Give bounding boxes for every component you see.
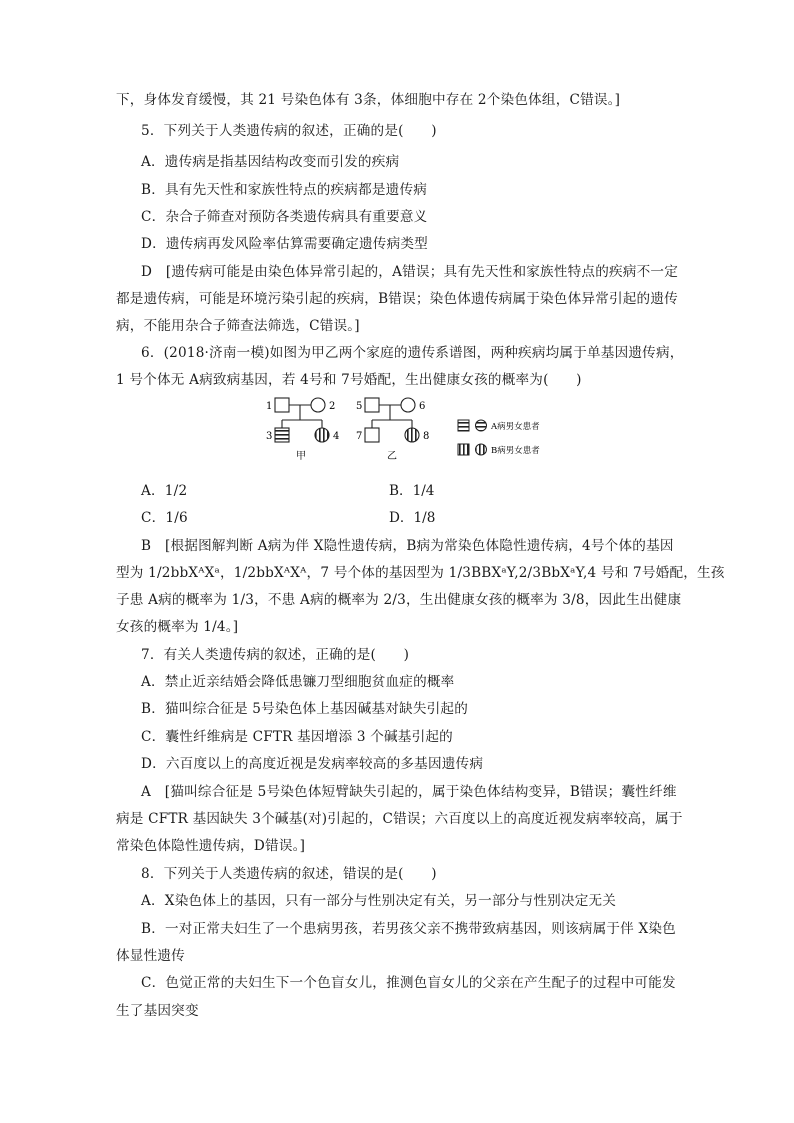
pedigree-legend: [458, 420, 540, 456]
pedigree-family-yi: [356, 398, 429, 462]
q6-answer-line: 型为 1/2bbXᴬXᵃ，1/2bbXᴬXᴬ，7 号个体的基因型为 1/3BBXᵃY,2/3BbXᵃY,4 号和 7号婚配，生孩: [116, 565, 725, 581]
q7-option-d: D．六百度以上的高度近视是发病率较高的多基因遗传病: [141, 756, 484, 772]
q6-option-b: B．1/4: [389, 483, 435, 499]
q5-option-d: D．遗传病再发风险率估算需要确定遗传病类型: [141, 236, 428, 252]
q6-answer-line: B [根据图解判断 A病为伴 X隐性遗传病，B病为常染色体隐性遗传病，4号个体的基因: [141, 538, 674, 554]
text-line: 下，身体发育缓慢，其 21 号染色体有 3条，体细胞中存在 2个染色体组，C错误。]: [116, 92, 621, 108]
q5-option-c: C．杂合子筛查对预防各类遗传病具有重要意义: [141, 209, 428, 225]
pedigree-figure: [255, 394, 575, 478]
q5-option-b: B．具有先天性和家族性特点的疾病都是遗传病: [141, 182, 428, 198]
female-normal-symbol: [311, 398, 325, 412]
female-normal-symbol: [401, 398, 415, 412]
q6-option-c: C．1/6: [141, 510, 188, 526]
q5-answer-line: 都是遗传病，可能是环境污染引起的疾病，B错误；染色体遗传病属于染色体异常引起的遗传: [116, 291, 678, 307]
question-6-stem: 6．(2018·济南一模)如图为甲乙两个家庭的遗传系谱图，两种疾病均属于单基因遗传病，: [141, 345, 684, 361]
female-b-affected-symbol: [405, 428, 419, 442]
male-normal-symbol: [365, 398, 379, 412]
q6-answer-line: 女孩的概率为 1/4。]: [116, 619, 239, 635]
q8-option-b: B．一对正常夫妇生了一个患病男孩，若男孩父亲不携带致病基因，则该病属于伴 X染色: [141, 921, 676, 937]
q8-option-a: A．X染色体上的基因，只有一部分与性别决定有关，另一部分与性别决定无关: [141, 893, 617, 909]
legend-b-male-symbol: [458, 444, 469, 455]
question-6-stem: 1 号个体无 A病致病基因，若 4号和 7号婚配，生出健康女孩的概率为( ): [116, 372, 582, 388]
q8-option-b: 体显性遗传: [116, 948, 185, 964]
legend-a-male-symbol: [458, 420, 469, 431]
individual-number: 7: [356, 431, 363, 442]
q7-option-b: B．猫叫综合征是 5号染色体上基因碱基对缺失引起的: [141, 701, 469, 717]
individual-number: 1: [266, 401, 273, 412]
family-label: 乙: [387, 451, 397, 462]
q5-answer-line: 病，不能用杂合子筛查法筛选，C错误。]: [116, 318, 360, 334]
q7-option-a: A．禁止近亲结婚会降低患镰刀型细胞贫血症的概率: [141, 674, 455, 690]
individual-number: 3: [266, 431, 273, 442]
q8-option-c: C．色觉正常的夫妇生下一个色盲女儿，推测色盲女儿的父亲在产生配子的过程中可能发: [141, 975, 676, 991]
q7-answer-line: 常染色体隐性遗传病，D错误。]: [116, 838, 306, 854]
q5-answer-line: D [遗传病可能是由染色体异常引起的，A错误；具有先天性和家族性特点的疾病不一定: [141, 264, 678, 280]
male-a-affected-symbol: [275, 428, 289, 442]
legend-b-label: B病男女患者: [491, 446, 540, 456]
legend-a-female-symbol: [476, 420, 487, 431]
q7-option-c: C．囊性纤维病是 CFTR 基因增添 3 个碱基引起的: [141, 729, 453, 745]
individual-number: 6: [419, 401, 426, 412]
individual-number: 5: [356, 401, 363, 412]
individual-number: 8: [423, 431, 430, 442]
pedigree-family-jia: [266, 398, 339, 462]
question-5-stem: 5．下列关于人类遗传病的叙述，正确的是( ): [141, 123, 437, 139]
q6-answer-line: 子患 A病的概率为 1/3，不患 A病的概率为 2/3，生出健康女孩的概率为 3/8，因此生出健康: [116, 592, 682, 608]
individual-number: 2: [329, 401, 336, 412]
q8-option-c: 生了基因突变: [116, 1003, 199, 1019]
legend-a-label: A病男女患者: [491, 422, 540, 432]
q6-option-d: D．1/8: [389, 510, 436, 526]
male-normal-symbol: [275, 398, 289, 412]
q7-answer-line: A [猫叫综合征是 5号染色体短臂缺失引起的，属于染色体结构变异，B错误；囊性纤维: [141, 784, 677, 800]
family-label: 甲: [296, 451, 306, 462]
q6-option-a: A．1/2: [141, 483, 188, 499]
male-normal-symbol: [365, 428, 379, 442]
legend-b-female-symbol: [476, 444, 487, 455]
female-b-affected-symbol: [315, 428, 329, 442]
question-7-stem: 7．有关人类遗传病的叙述，正确的是( ): [141, 647, 410, 663]
q5-option-a: A．遗传病是指基因结构改变而引发的疾病: [141, 154, 400, 170]
individual-number: 4: [333, 431, 340, 442]
question-8-stem: 8．下列关于人类遗传病的叙述，错误的是( ): [141, 866, 437, 882]
q7-answer-line: 病是 CFTR 基因缺失 3个碱基(对)引起的，C错误；六百度以上的高度近视发病率较高，属于: [116, 811, 683, 827]
